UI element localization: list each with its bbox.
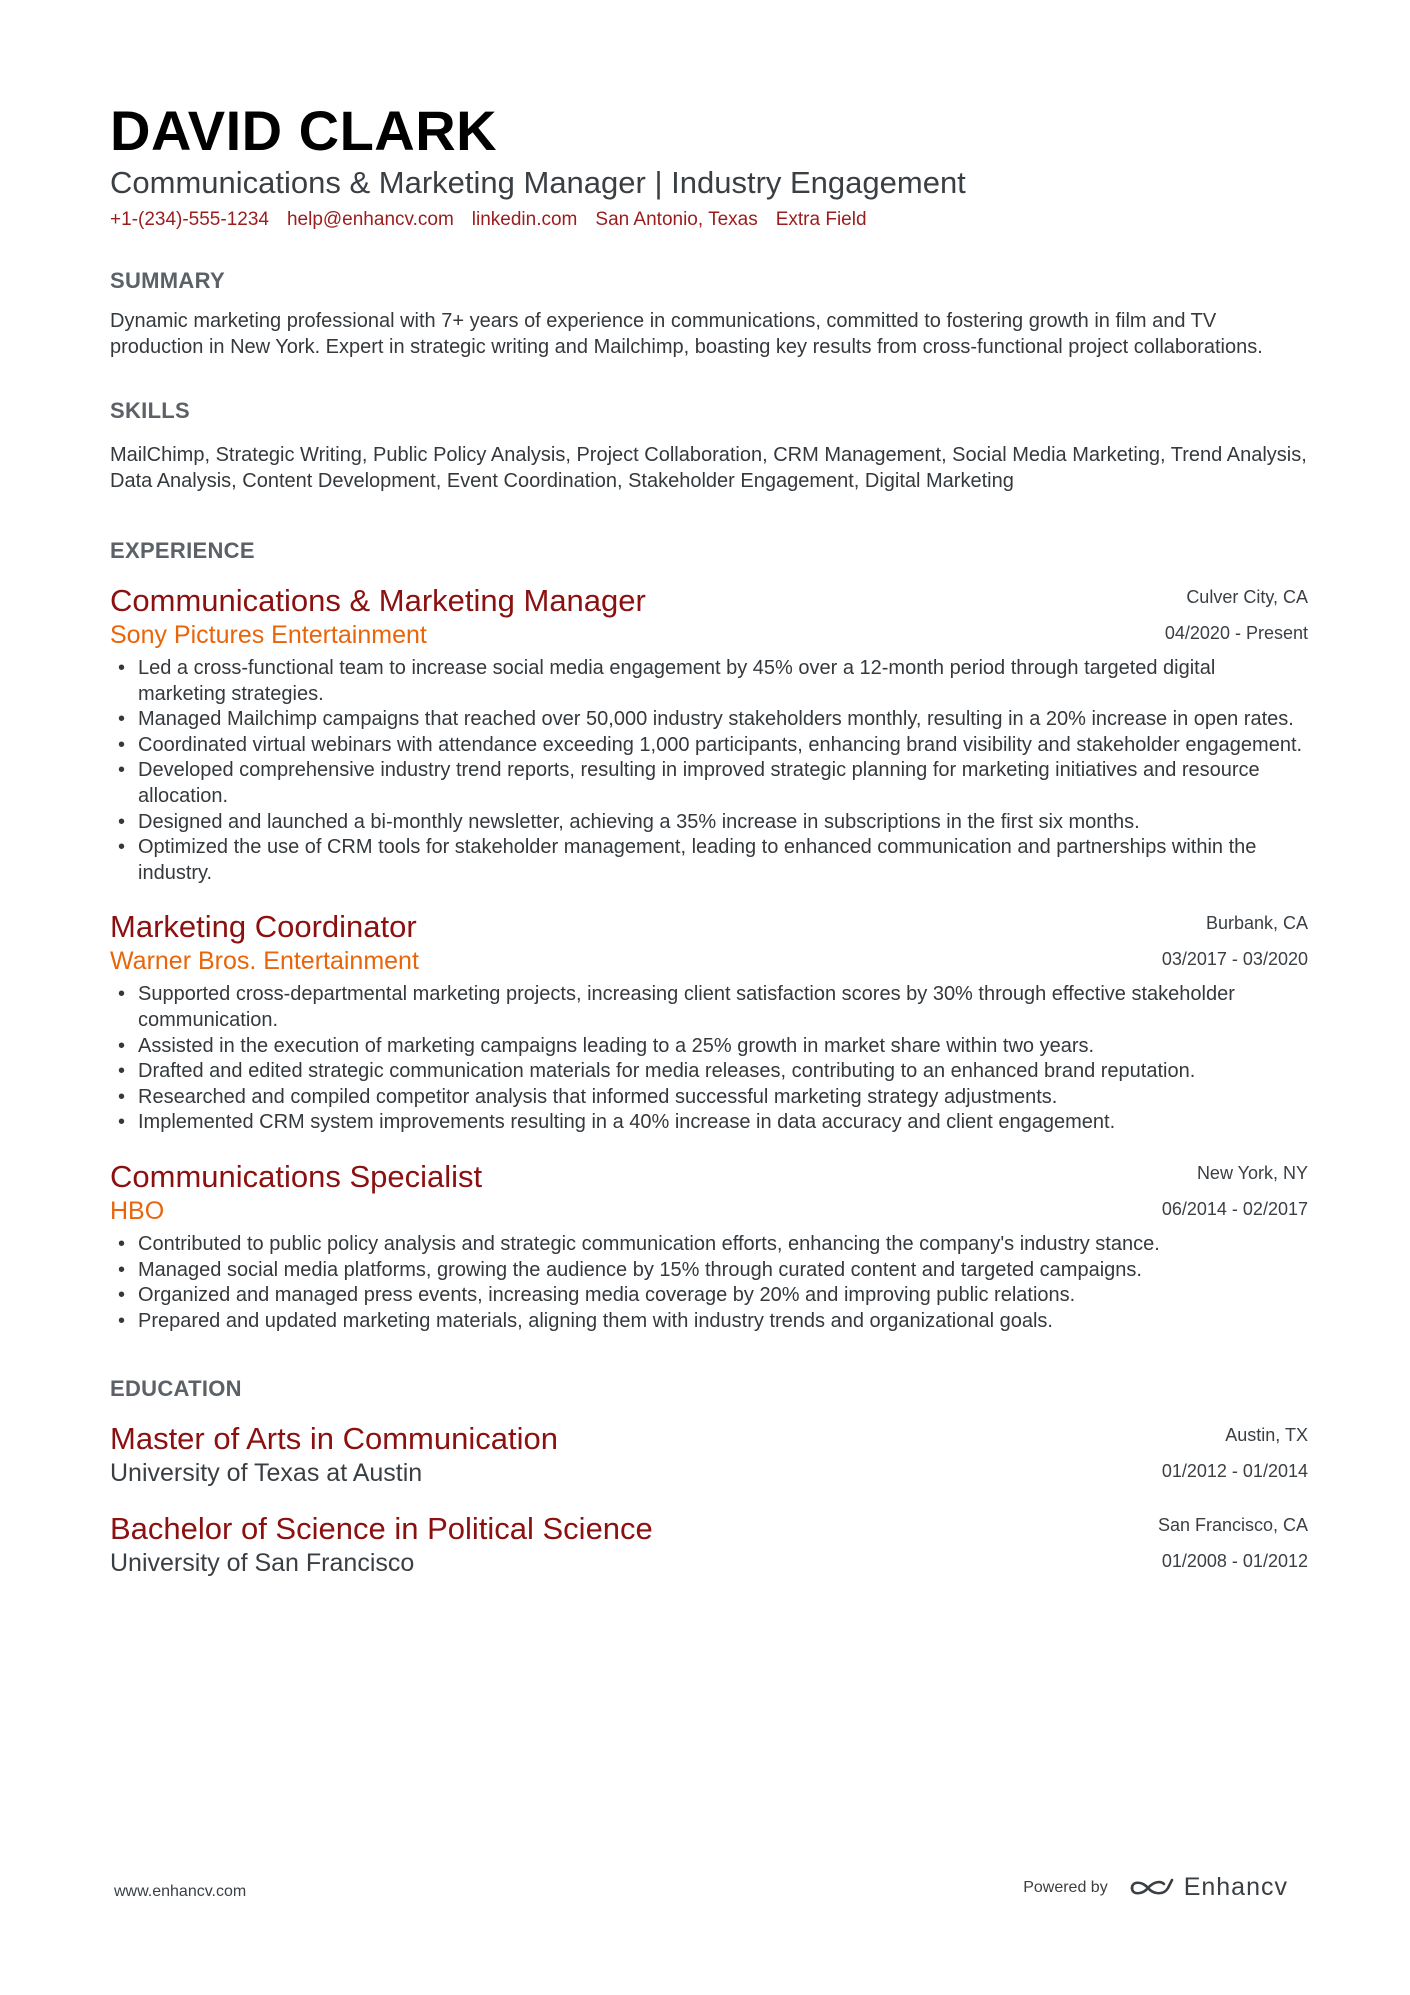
job-dates: 04/2020 - Present [1164,623,1308,643]
experience-entry [110,908,1308,1136]
bullet-item: • Contributed to public policy analysis and strategic communication efforts, enhancing the company's industry stance. [138,1232,1308,1258]
bullet-list [110,1232,1308,1334]
entry-header [110,1510,1308,1578]
brand-name: Enhancv [1183,1873,1288,1901]
bullet-item: • Optimized the use of CRM tools for stakeholder management, leading to enhanced communication and partnerships within the industry. [138,835,1308,886]
school-location: Austin, TX [1225,1425,1308,1446]
contact-location: San Antonio, Texas [595,209,758,230]
job-location: Burbank, CA [1205,913,1308,934]
school-name: University of San Francisco [110,1549,415,1578]
bullet-item: • Implemented CRM system improvements resulting in a 40% increase in data accuracy and client engagement. [138,1110,1308,1136]
footer-branding [1023,1873,1288,1902]
school-dates: 01/2008 - 01/2012 [1161,1551,1308,1572]
footer-website[interactable]: www.enhancv.com [114,1883,247,1900]
summary-text: Dynamic marketing professional with 7+ years of experience in communications, committed to fostering growth in film and TV production in New York. Expert in strategic writing and Mailchimp, boasting key results from cross-functional project collaborations. [110,310,1263,358]
job-dates: 06/2014 - 02/2017 [1161,1198,1308,1219]
experience-entry [110,1158,1308,1334]
contact-email[interactable]: help@enhancv.com [286,209,454,230]
school-dates: 01/2012 - 01/2014 [1161,1461,1308,1482]
education-entry [110,1420,1308,1488]
experience-entry [110,582,1308,886]
bullet-item: • Drafted and edited strategic communication materials for media releases, contributing to an enhanced brand reputation. [138,1059,1308,1085]
job-location: New York, NY [1196,1162,1308,1183]
skills-text: MailChimp, Strategic Writing, Public Policy Analysis, Project Collaboration, CRM Management, Social Media Marketing, Trend Analysis, Data Analysis, Content Development, Event Coordination, Stakeholder Engagement, Digital Marketing [110,444,1307,492]
resume-header [110,100,1308,232]
summary-section [110,268,1308,360]
bullet-item: • Assisted in the execution of marketing campaigns leading to a 25% growth in market share within two years. [138,1034,1308,1060]
section-title-summary: SUMMARY [110,268,225,293]
bullet-item: • Developed comprehensive industry trend reports, resulting in improved strategic planning for marketing initiatives and resource allocation. [138,758,1308,809]
section-title-education: EDUCATION [110,1376,242,1402]
bullet-item: • Managed social media platforms, growing the audience by 15% through curated content and targeted campaigns. [138,1258,1308,1284]
resume-page [110,100,1308,1578]
contact-extra: Extra Field [775,209,867,230]
section-title-skills: SKILLS [110,398,191,423]
entry-header [110,1420,1308,1488]
bullet-item: • Prepared and updated marketing materials, aligning them with industry trends and organizational goals. [138,1309,1308,1335]
degree-title: Master of Arts in Communication [110,1421,558,1457]
job-title: Marketing Coordinator [110,909,417,945]
company-name: Sony Pictures Entertainment [110,621,427,649]
entry-header [110,1158,1308,1226]
section-title-experience: EXPERIENCE [110,538,255,563]
school-location: San Francisco, CA [1157,1515,1308,1536]
entry-header [110,582,1308,650]
brand-logo[interactable] [1128,1873,1288,1902]
school-name: University of Texas at Austin [110,1459,423,1488]
bullet-item: • Organized and managed press events, increasing media coverage by 20% and improving public relations. [138,1283,1308,1309]
contact-row [110,208,1308,232]
contact-linkedin[interactable]: linkedin.com [471,209,578,230]
experience-section [110,538,1308,1334]
job-location: Culver City, CA [1186,587,1308,607]
bullet-item: • Coordinated virtual webinars with attendance exceeding 1,000 participants, enhancing brand visibility and stakeholder engagement. [138,733,1308,759]
bullet-list [110,982,1308,1136]
bullet-item: • Researched and compiled competitor analysis that informed successful marketing strategy adjustments. [138,1085,1308,1111]
job-title: Communications Specialist [110,1158,483,1194]
bullet-item: • Managed Mailchimp campaigns that reached over 50,000 industry stakeholders monthly, resulting in a 20% increase in open rates. [138,707,1308,733]
candidate-name: DAVID CLARK [110,99,498,162]
job-title: Communications & Marketing Manager [110,583,646,618]
entry-header [110,908,1308,976]
enhancv-logo-icon [1128,1875,1174,1901]
contact-phone[interactable]: +1-(234)-555-1234 [110,209,269,230]
job-dates: 03/2017 - 03/2020 [1161,949,1308,970]
headline: Communications & Marketing Manager | Industry Engagement [110,165,966,200]
company-name: HBO [110,1196,165,1225]
education-section [110,1376,1308,1578]
bullet-item: • Designed and launched a bi-monthly newsletter, achieving a 35% increase in subscriptions in the first six months. [138,810,1308,836]
powered-by-label: Powered by [1023,1878,1108,1896]
skills-section [110,398,1308,494]
bullet-item: • Led a cross-functional team to increase social media engagement by 45% over a 12-month period through targeted digital marketing strategies. [138,656,1308,707]
bullet-item: • Supported cross-departmental marketing projects, increasing client satisfaction scores by 30% through effective stakeholder communication. [138,982,1308,1033]
bullet-list [110,656,1308,886]
company-name: Warner Bros. Entertainment [110,947,419,976]
degree-title: Bachelor of Science in Political Science [110,1511,653,1547]
education-entry [110,1510,1308,1578]
